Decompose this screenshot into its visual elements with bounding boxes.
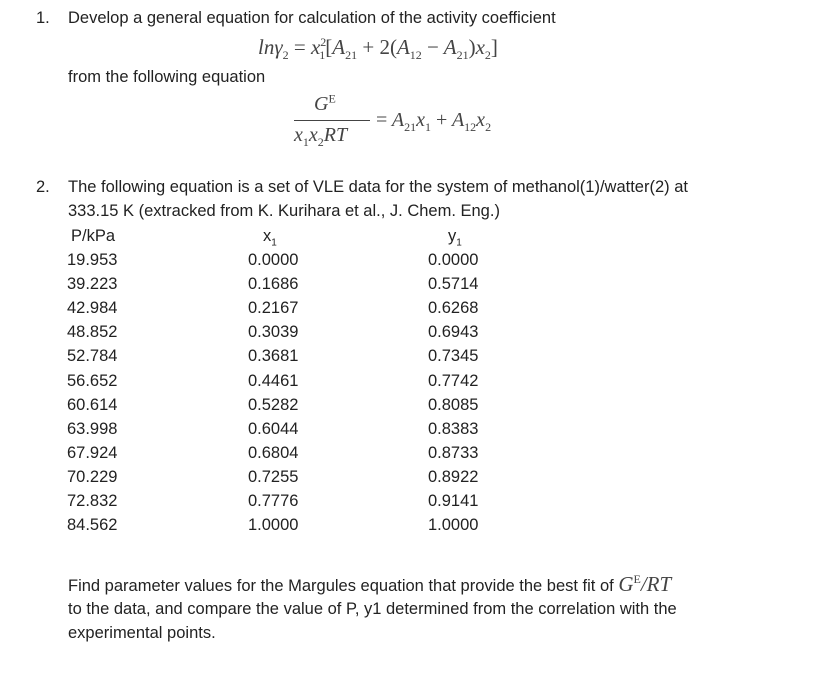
cell-y1: 0.8922 (428, 467, 479, 486)
cell-x1: 0.7255 (248, 467, 299, 486)
cell-pressure: 39.223 (67, 275, 118, 294)
ge-numerator: $G^E$ (314, 91, 336, 115)
problem-2-number: 2. (36, 178, 50, 196)
cell-x1: 0.5282 (248, 395, 299, 414)
cell-x1: 0.0000 (248, 251, 299, 269)
header-y1: $y_1$ (448, 227, 462, 249)
fraction-bar (294, 120, 370, 121)
problem-2-line-2: 333.15 K (extracked from K. Kurihara et al., J. Chem. Eng.) (68, 202, 500, 220)
ge-denominator: $x_1x_2RT$ (294, 124, 348, 149)
closing-line-2: to the data, and compare the value of P, y1 determined from the correlation with the (68, 600, 677, 618)
cell-y1: 0.7345 (428, 347, 479, 366)
cell-pressure: 19.953 (67, 251, 118, 269)
cell-pressure: 56.652 (67, 371, 118, 390)
from-equation-text: from the following equation (68, 68, 266, 86)
cell-y1: 0.8733 (428, 443, 479, 462)
cell-x1: 0.3039 (248, 323, 299, 342)
cell-y1: 0.7742 (428, 371, 479, 390)
cell-pressure: 48.852 (67, 323, 118, 342)
cell-y1: 1.0000 (428, 516, 479, 535)
cell-x1: 0.1686 (248, 275, 299, 294)
cell-x1: 0.3681 (248, 347, 299, 366)
cell-x1: 0.7776 (248, 492, 299, 510)
cell-y1: 0.9141 (428, 492, 479, 510)
cell-y1: 0.6268 (428, 299, 479, 318)
cell-y1: 0.8085 (428, 395, 479, 414)
cell-y1: 0.0000 (428, 251, 479, 269)
cell-x1: 0.4461 (248, 371, 299, 390)
cell-x1: 0.6044 (248, 419, 299, 438)
cell-pressure: 42.984 (67, 299, 118, 318)
problem-1-intro: Develop a general equation for calculation of the activity coefficient (68, 9, 556, 27)
cell-y1: 0.6943 (428, 323, 479, 342)
cell-pressure: 60.614 (67, 395, 118, 414)
cell-pressure: 67.924 (67, 443, 118, 462)
ge-over-rt: $G^E/RT$ (618, 572, 672, 596)
problem-2-line-1: The following equation is a set of VLE data for the system of methanol(1)/watter(2) at (68, 178, 688, 196)
cell-pressure: 63.998 (67, 419, 118, 438)
cell-x1: 0.6804 (248, 443, 299, 462)
ge-rhs: = $A_{21}x_1 + A_{12}x_2$ (376, 109, 492, 134)
cell-pressure: 52.784 (67, 347, 118, 366)
closing-line-1: Find parameter values for the Margules equation that provide the best fit of $G^E/RT$ (68, 572, 672, 596)
cell-pressure: 72.832 (67, 492, 118, 510)
cell-x1: 0.2167 (248, 299, 299, 318)
cell-y1: 0.5714 (428, 275, 479, 294)
closing-line-3: experimental points. (68, 624, 216, 642)
problem-1-number: 1. (36, 9, 50, 27)
header-x1: $x_1$ (263, 227, 277, 249)
cell-y1: 0.8383 (428, 419, 479, 438)
cell-x1: 1.0000 (248, 516, 299, 535)
activity-coefficient-equation: $\ln\gamma_2 = x^2_1[A_{21} + 2(A_{12} - A_{21})x_2]$ (258, 35, 498, 63)
header-pressure: P/kPa (71, 227, 116, 245)
cell-pressure: 84.562 (67, 516, 118, 535)
cell-pressure: 70.229 (67, 467, 118, 486)
